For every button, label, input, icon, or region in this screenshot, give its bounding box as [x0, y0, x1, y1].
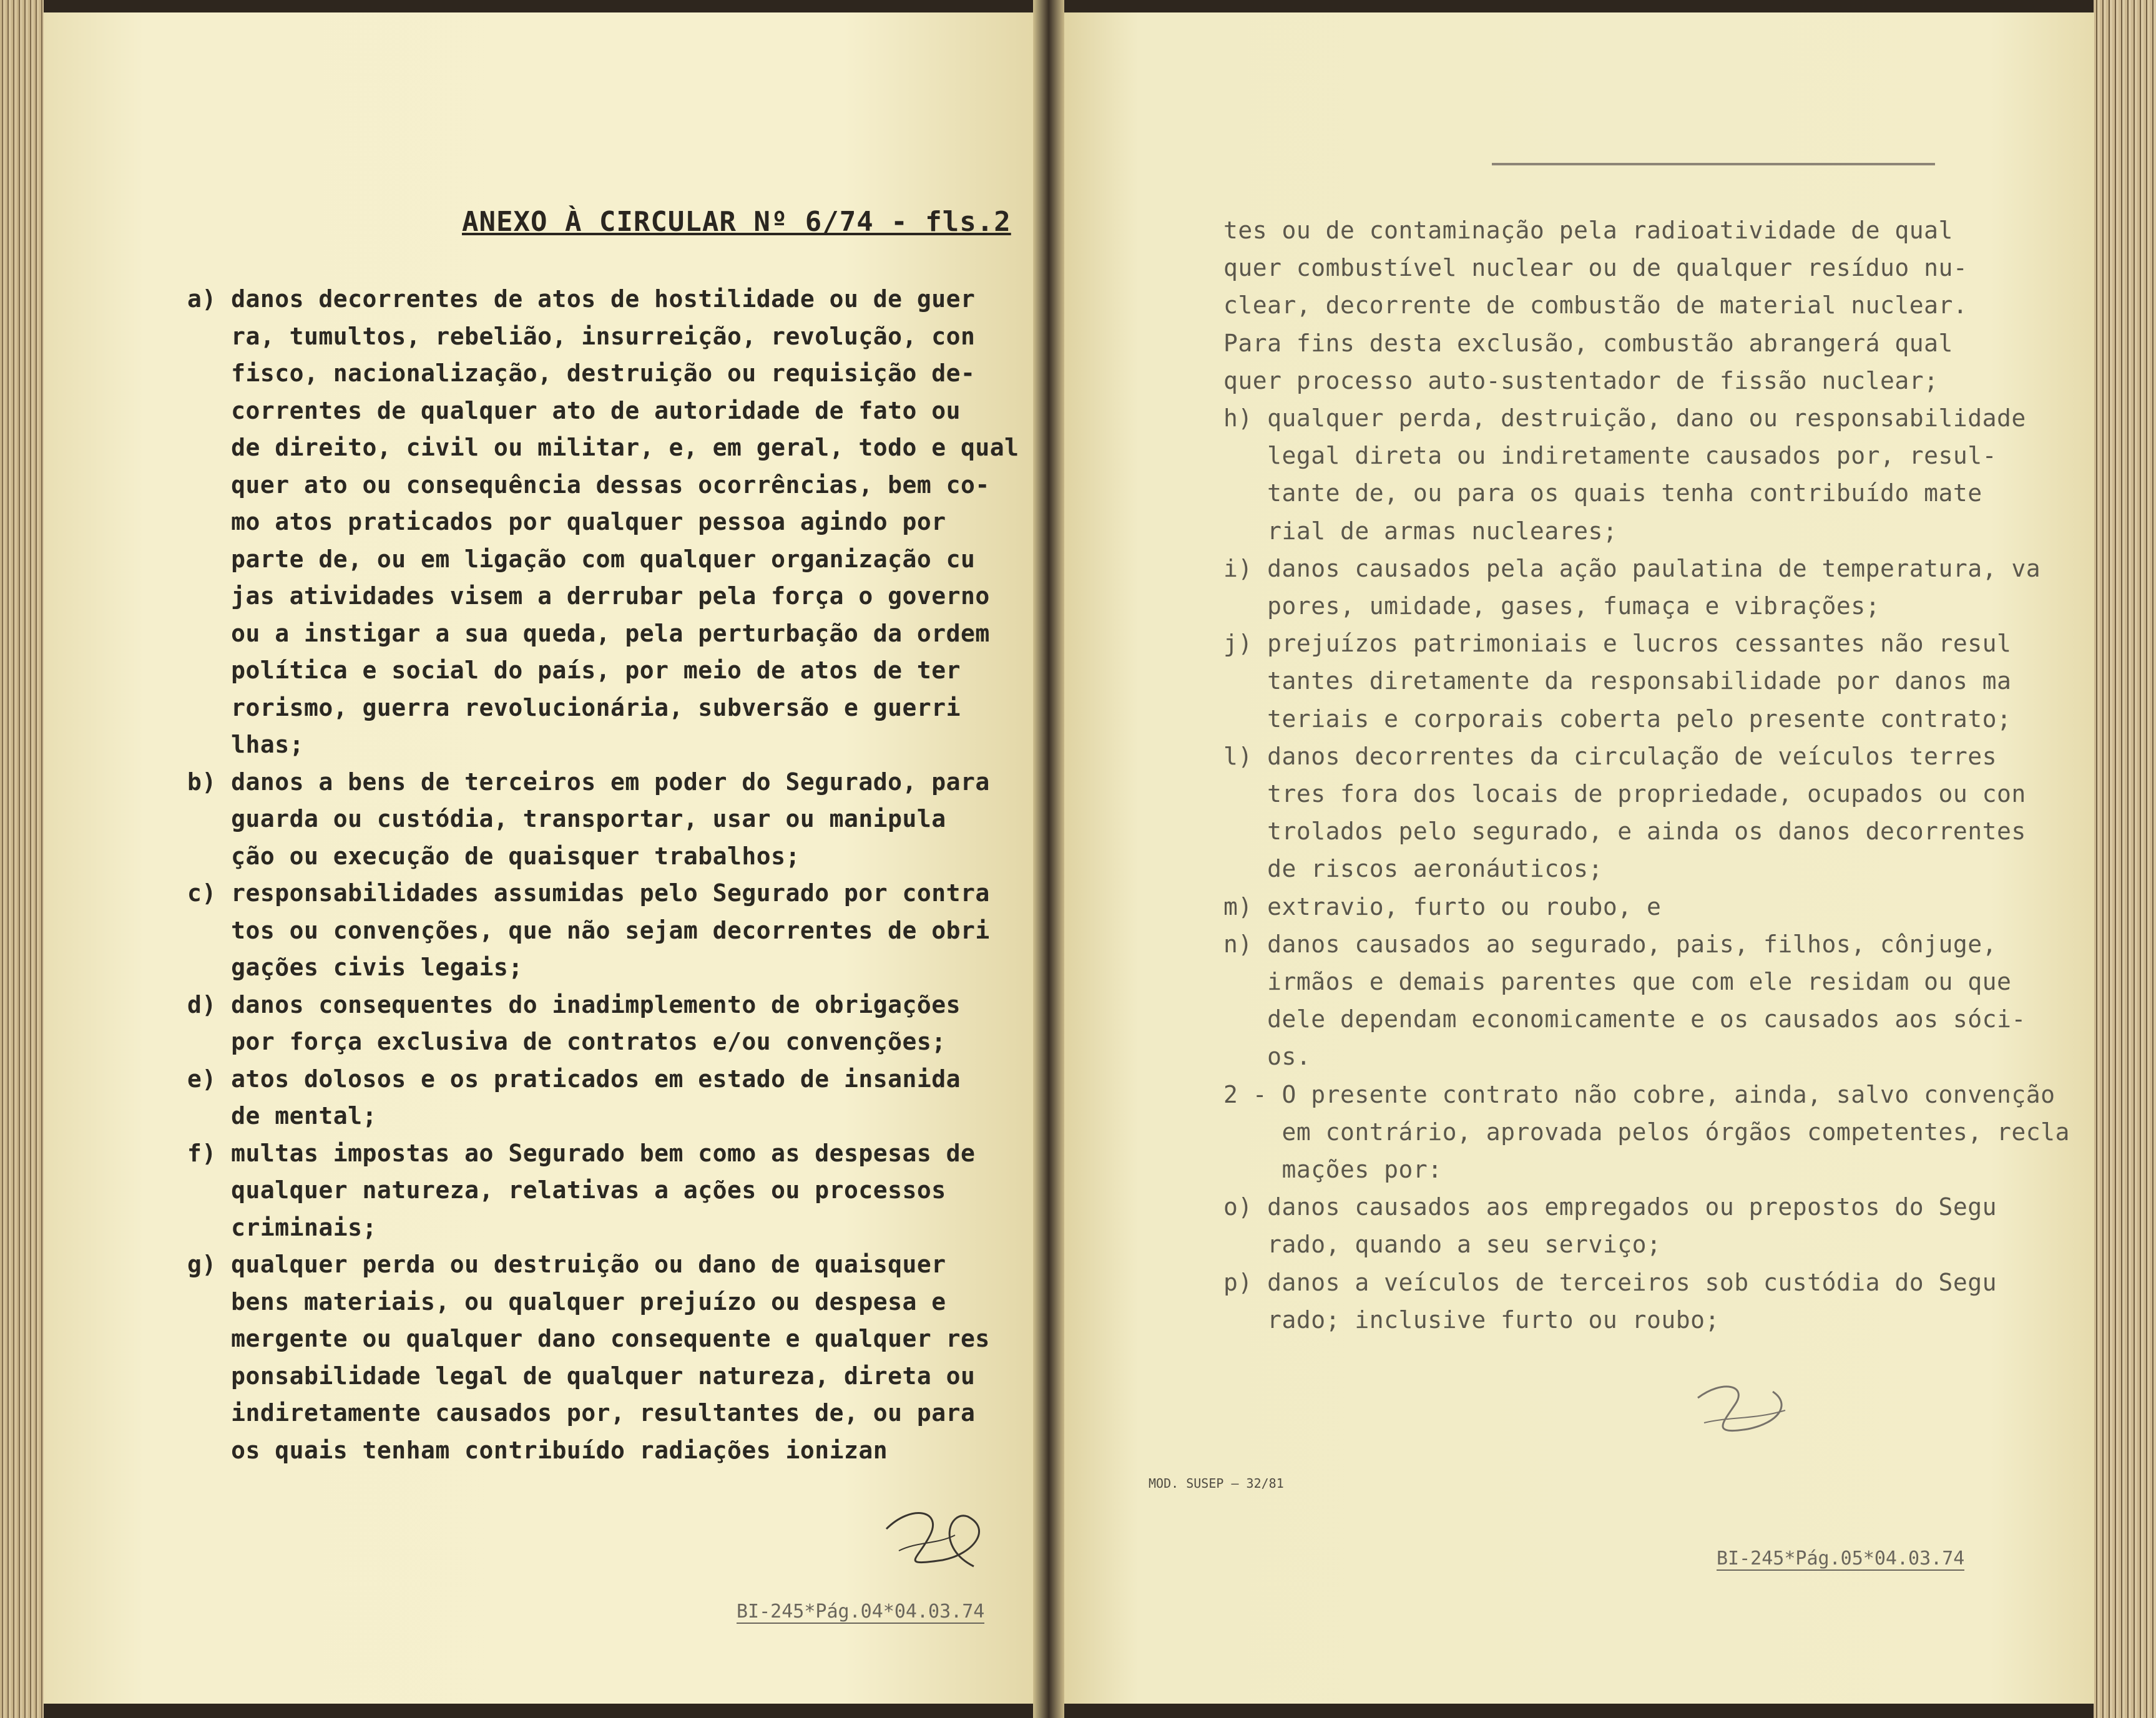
text-line: mo atos praticados por qualquer pessoa agindo por [187, 508, 946, 535]
text-line: tres fora dos locais de propriedade, ocupados ou con [1223, 780, 2026, 808]
text-line: ponsabilidade legal de qualquer natureza, direta ou [187, 1362, 976, 1390]
text-line: b) danos a bens de terceiros em poder do Segurado, para [187, 768, 990, 796]
text-line: rorismo, guerra revolucionária, subversão e guerri [187, 693, 961, 721]
text-line: tes ou de contaminação pela radioatividade de qual [1223, 217, 1953, 244]
text-line: de direito, civil ou militar, e, em geral, todo e qual [187, 434, 1019, 461]
text-line: ção ou execução de quaisquer trabalhos; [187, 842, 800, 870]
text-line: legal direta ou indiretamente causados por, resul- [1223, 442, 1997, 470]
text-line: por força exclusiva de contratos e/ou convenções; [187, 1028, 946, 1055]
text-line: e) atos dolosos e os praticados em estado de insanida [187, 1065, 961, 1093]
text-line: teriais e corporais coberta pelo presente contrato; [1223, 705, 2012, 733]
text-line: f) multas impostas ao Segurado bem como as despesas de [187, 1139, 976, 1167]
form-model-label: MOD. SUSEP — 32/81 [1149, 1476, 1284, 1491]
text-line: correntes de qualquer ato de autoridade de fato ou [187, 396, 961, 424]
left-signature-icon [874, 1491, 1011, 1579]
text-line: quer combustível nuclear ou de qualquer resíduo nu- [1223, 254, 1968, 282]
text-line: quer processo auto-sustentador de fissão nuclear; [1223, 366, 1939, 394]
text-line: trolados pelo segurado, e ainda os danos decorrentes [1223, 818, 2026, 846]
text-line: a) danos decorrentes de atos de hostilidade ou de guer [187, 285, 976, 313]
text-line: ra, tumultos, rebelião, insurreição, revolução, con [187, 322, 976, 350]
left-page-edges [0, 0, 44, 1718]
text-line: h) qualquer perda, destruição, dano ou responsabilidade [1223, 404, 2026, 432]
right-signature-icon [1685, 1367, 1810, 1448]
text-line: política e social do país, por meio de atos de ter [187, 656, 961, 684]
left-page-header: ANEXO À CIRCULAR Nº 6/74 - fls.2 [462, 206, 1011, 238]
left-page-footer-ref: BI-245*Pág.04*04.03.74 [737, 1601, 985, 1623]
text-line: rial de armas nucleares; [1223, 517, 1618, 545]
text-line: j) prejuízos patrimoniais e lucros cessantes não resul [1223, 630, 2012, 658]
text-line: irmãos e demais parentes que com ele residam ou que [1223, 968, 2012, 995]
text-line: de riscos aeronáuticos; [1223, 855, 1603, 883]
text-line: o) danos causados aos empregados ou prepostos do Segu [1223, 1193, 1997, 1221]
text-line: guarda ou custódia, transportar, usar ou manipula [187, 805, 946, 832]
text-line: gações civis legais; [187, 954, 523, 981]
text-line: tante de, ou para os quais tenha contribuído mate [1223, 479, 1982, 507]
text-line: n) danos causados ao segurado, pais, filhos, cônjuge, [1223, 930, 1997, 958]
text-line: rado, quando a seu serviço; [1223, 1231, 1662, 1259]
text-line: c) responsabilidades assumidas pelo Segurado por contra [187, 879, 990, 907]
text-line: em contrário, aprovada pelos órgãos competentes, recla [1223, 1118, 2070, 1146]
text-line: m) extravio, furto ou roubo, e [1223, 892, 1662, 920]
text-line: tantes diretamente da responsabilidade por danos ma [1223, 667, 2012, 695]
text-line: criminais; [187, 1213, 377, 1241]
text-line: ou a instigar a sua queda, pela perturbação da ordem [187, 619, 990, 647]
text-line: mergente ou qualquer dano consequente e qualquer res [187, 1325, 990, 1352]
text-line: lhas; [187, 731, 305, 758]
text-line: dele dependam economicamente e os causados aos sóci- [1223, 1005, 2026, 1033]
text-line: i) danos causados pela ação paulatina de temperatura, va [1223, 554, 2041, 582]
text-line: mações por: [1223, 1156, 1443, 1183]
right-page-edges [2094, 0, 2156, 1718]
text-line: indiretamente causados por, resultantes de, ou para [187, 1399, 976, 1427]
text-line: qualquer natureza, relativas a ações ou processos [187, 1176, 946, 1204]
text-line: parte de, ou em ligação com qualquer organização cu [187, 545, 976, 573]
text-line: bens materiais, ou qualquer prejuízo ou despesa e [187, 1287, 946, 1315]
text-line: g) qualquer perda ou destruição ou dano de quaisquer [187, 1251, 946, 1278]
book-gutter [1033, 0, 1064, 1718]
text-line: tos ou convenções, que não sejam decorrentes de obri [187, 916, 990, 944]
text-line: l) danos decorrentes da circulação de veículos terres [1223, 742, 1997, 770]
text-line: jas atividades visem a derrubar pela força o governo [187, 582, 990, 610]
text-line: Para fins desta exclusão, combustão abrangerá qual [1223, 329, 1953, 357]
text-line: clear, decorrente de combustão de material nuclear. [1223, 291, 1968, 320]
text-line: rado; inclusive furto ou roubo; [1223, 1306, 1720, 1334]
text-line: quer ato ou consequência dessas ocorrências, bem co- [187, 471, 990, 499]
text-line: fisco, nacionalização, destruição ou requisição de- [187, 359, 976, 387]
right-page-footer-ref: BI-245*Pág.05*04.03.74 [1717, 1548, 1965, 1569]
text-line: pores, umidade, gases, fumaça e vibrações; [1223, 592, 1881, 620]
text-line: os quais tenham contribuído radiações ionizan [187, 1436, 888, 1464]
text-line: os. [1223, 1043, 1311, 1071]
text-line: p) danos a veículos de terceiros sob custódia do Segu [1223, 1268, 1997, 1296]
text-line: d) danos consequentes do inadimplemento de obrigações [187, 990, 961, 1018]
text-line: 2 - O presente contrato não cobre, ainda, salvo convenção [1223, 1080, 2056, 1108]
right-page-header-rule [1492, 159, 1935, 165]
text-line: de mental; [187, 1102, 377, 1130]
